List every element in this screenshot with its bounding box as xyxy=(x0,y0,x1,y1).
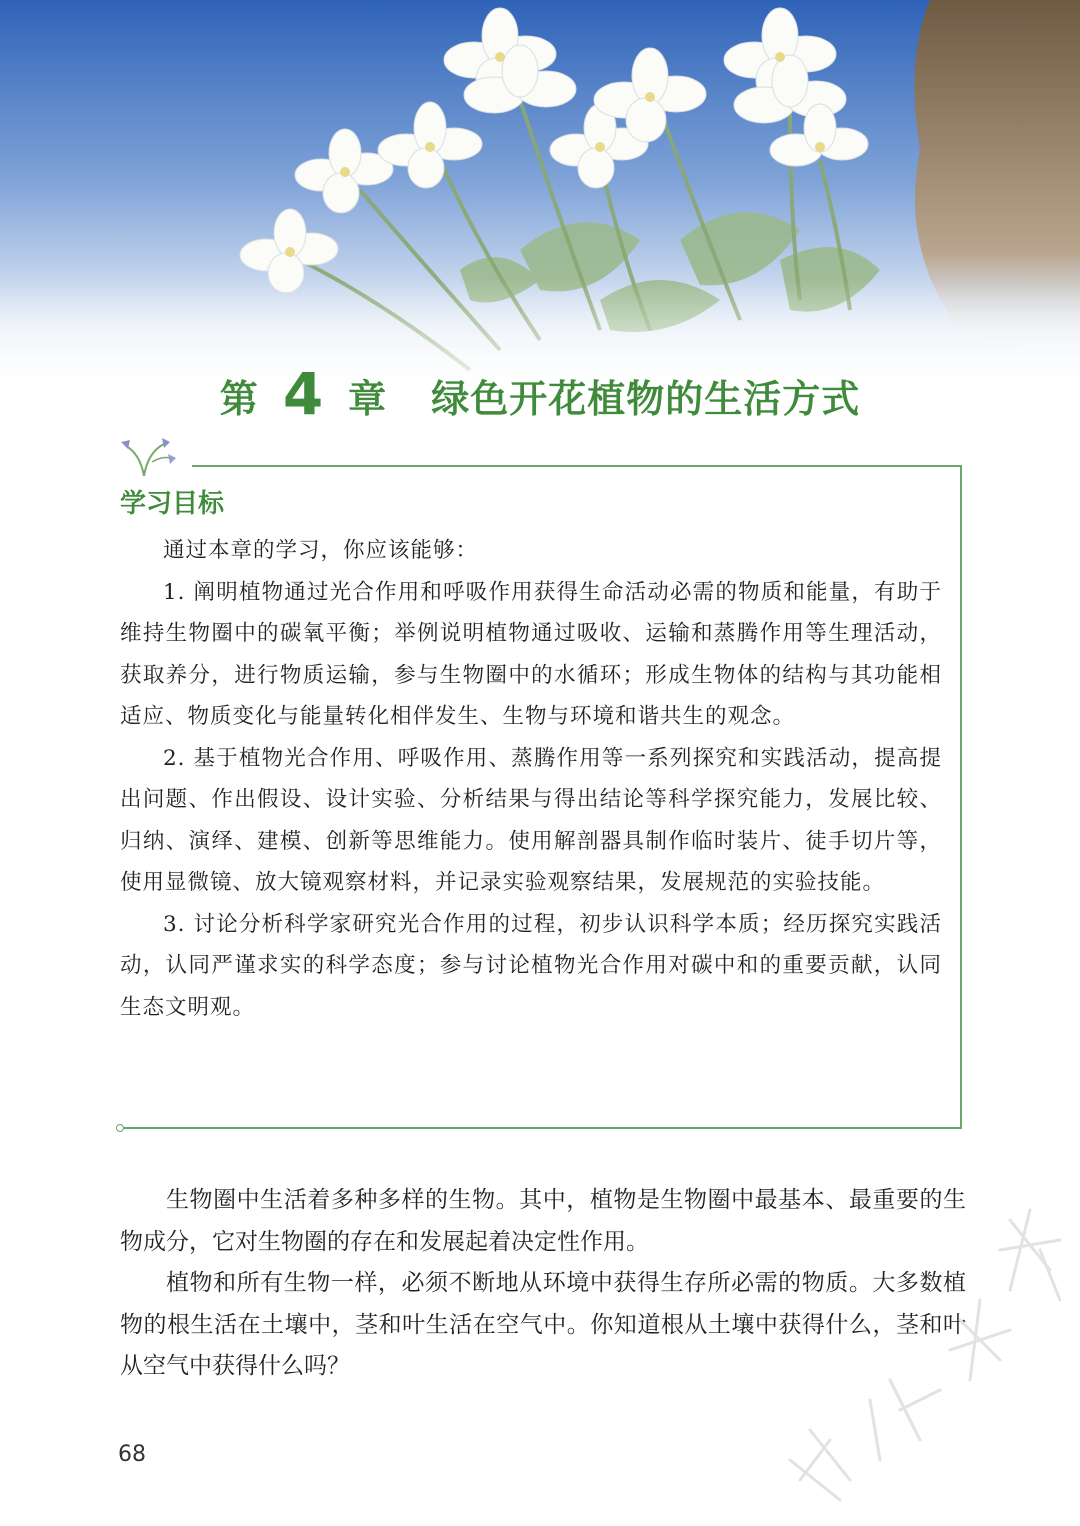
flowers-illustration xyxy=(0,0,1080,400)
chapter-name: 绿色开花植物的生活方式 xyxy=(431,377,861,421)
objectives-intro: 通过本章的学习，你应该能够： xyxy=(163,538,479,563)
chapter-intro-text xyxy=(120,1180,966,1388)
chapter-number: 4 xyxy=(282,360,325,428)
body-paragraph: 植物和所有生物一样，必须不断地从环境中获得生存所必需的物质。大多数植物的根生活在土壤中，茎和叶生活在空气中。你知道根从土壤中获得什么，茎和叶从空气中获得什么吗？ xyxy=(120,1270,966,1379)
chapter-prefix: 第 xyxy=(219,377,259,421)
chapter-title xyxy=(0,360,1080,428)
page-number: 68 xyxy=(118,1442,146,1467)
box-border-right xyxy=(960,465,962,1129)
objective-item: 2. 基于植物光合作用、呼吸作用、蒸腾作用等一系列探究和实践活动，提高提出问题、作出假设、设计实验、分析结果与得出结论等科学探究能力，发展比较、归纳、演绎、建模、创新等思维能力。使用解剖器具制作临时装片、徒手切片等，使用显微镜、放大镜观察材料，并记录实验观察结果，发展规范的实验技能。 xyxy=(120,745,942,895)
objective-item: 3. 讨论分析科学家研究光合作用的过程，初步认识科学本质；经历探究实践活动，认同严谨求实的科学态度；参与讨论植物光合作用对碳中和的重要贡献，认同生态文明观。 xyxy=(120,911,942,1020)
learning-objectives-text xyxy=(120,530,942,1028)
box-border-bottom xyxy=(118,1127,962,1129)
box-border-top xyxy=(192,465,962,467)
header-banner-image xyxy=(0,0,1080,400)
objective-item: 1. 阐明植物通过光合作用和呼吸作用获得生命活动必需的物质和能量，有助于维持生物圈中的碳氧平衡；举例说明植物通过吸收、运输和蒸腾作用等生理活动，获取养分，进行物质运输，参与生物圈中的水循环；形成生物体的结构与其功能相适应、物质变化与能量转化相伴发生、生物与环境和谐共生的观念。 xyxy=(120,579,942,729)
chapter-suffix: 章 xyxy=(348,377,388,421)
learning-objectives-heading: 学习目标 xyxy=(120,489,225,519)
body-paragraph: 生物圈中生活着多种多样的生物。其中，植物是生物圈中最基本、最重要的生物成分，它对生物圈的存在和发展起着决定性作用。 xyxy=(120,1187,966,1255)
box-corner-dot xyxy=(116,1124,124,1132)
